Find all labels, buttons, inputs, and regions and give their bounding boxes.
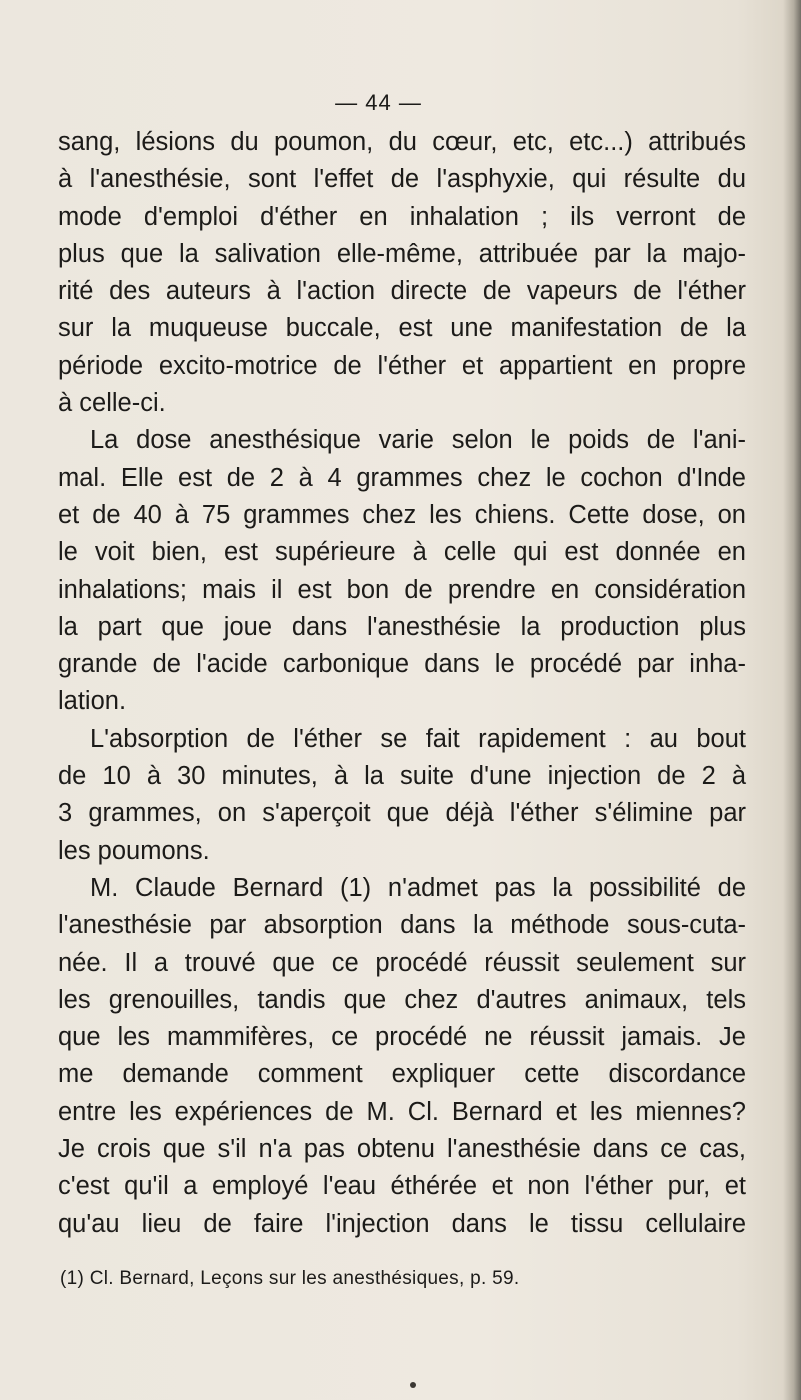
text-line: née. Il a trouvé que ce procédé réussit seulement sur <box>58 948 746 977</box>
page-number: — 44 — <box>335 90 422 115</box>
text-line: à l'anesthésie, sont l'effet de l'asphyxie, qui résulte du <box>58 165 746 194</box>
text-line: Je crois que s'il n'a pas obtenu l'anesthésie dans ce cas, <box>58 1135 746 1164</box>
paragraph-start-line: M. Claude Bernard (1) n'admet pas la possibilité de <box>90 873 746 902</box>
text-line: rité des auteurs à l'action directe de vapeurs de l'éther <box>58 277 746 306</box>
ink-speck <box>410 1382 416 1388</box>
text-line: le voit bien, est supérieure à celle qui est donnée en <box>58 538 746 567</box>
text-line: qu'au lieu de faire l'injection dans le tissu cellulaire <box>58 1209 746 1238</box>
text-line: inhalations; mais il est bon de prendre en considération <box>58 575 746 604</box>
paragraph-start-line: La dose anesthésique varie selon le poids de l'ani- <box>90 426 746 455</box>
text-line: plus que la salivation elle-même, attribuée par la majo- <box>58 239 746 268</box>
body-text <box>58 124 746 1243</box>
text-line: me demande comment expliquer cette discordance <box>58 1060 746 1089</box>
text-line: les grenouilles, tandis que chez d'autres animaux, tels <box>58 985 746 1014</box>
text-line: grande de l'acide carbonique dans le procédé par inha- <box>58 650 746 679</box>
page-edge-shadow <box>783 0 801 1400</box>
text-line: période excito-motrice de l'éther et appartient en propre <box>58 351 746 380</box>
text-line: sang, lésions du poumon, du cœur, etc, etc...) attribués <box>58 128 746 156</box>
text-line: c'est qu'il a employé l'eau éthérée et non l'éther pur, et <box>58 1172 746 1201</box>
text-line: l'anesthésie par absorption dans la méthode sous-cuta- <box>58 911 746 940</box>
text-line: la part que joue dans l'anesthésie la production plus <box>58 612 746 641</box>
text-line: mal. Elle est de 2 à 4 grammes chez le cochon d'Inde <box>58 463 746 492</box>
text-line: lation. <box>58 687 127 716</box>
text-line: que les mammifères, ce procédé ne réussit jamais. Je <box>58 1023 746 1052</box>
text-line: mode d'emploi d'éther en inhalation ; ils verront de <box>58 202 746 231</box>
text-line: entre les expériences de M. Cl. Bernard et les miennes? <box>58 1097 746 1126</box>
footnote: (1) Cl. Bernard, Leçons sur les anesthésiques, p. 59. <box>60 1268 520 1289</box>
text-line: sur la muqueuse buccale, est une manifestation de la <box>58 314 746 343</box>
text-line: à celle-ci. <box>58 389 166 418</box>
text-line: et de 40 à 75 grammes chez les chiens. Cette dose, on <box>58 500 746 529</box>
text-line: 3 grammes, on s'aperçoit que déjà l'éther s'élimine par <box>58 799 746 828</box>
text-line: de 10 à 30 minutes, à la suite d'une injection de 2 à <box>58 762 746 791</box>
paragraph-start-line: L'absorption de l'éther se fait rapidement : au bout <box>90 724 746 753</box>
text-line: les poumons. <box>58 836 210 865</box>
